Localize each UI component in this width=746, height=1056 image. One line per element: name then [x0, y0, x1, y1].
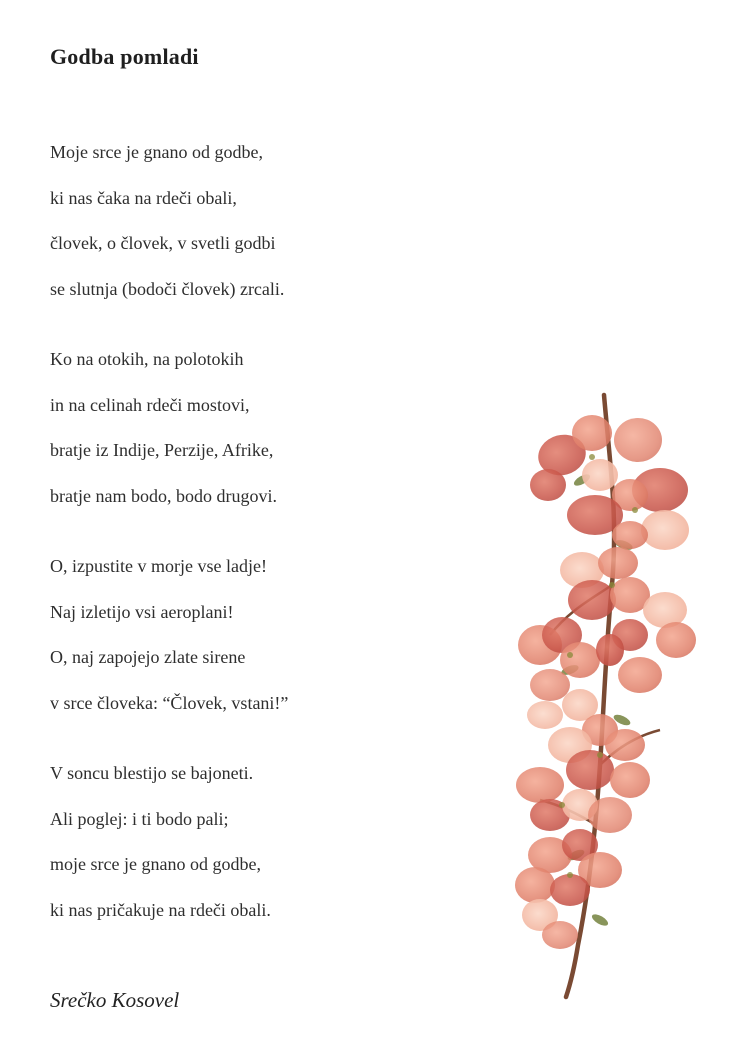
verse-line: v srce človeka: “Človek, vstani!” — [50, 692, 289, 713]
stanza-2 — [50, 337, 520, 519]
verse-line: ki nas pričakuje na rdeči obali. — [50, 899, 271, 920]
verse-line: ki nas čaka na rdeči obali, — [50, 187, 237, 208]
stanza-4 — [50, 751, 520, 933]
verse-line: bratje iz Indije, Perzije, Afrike, — [50, 440, 274, 460]
poem-author: Srečko Kosovel — [50, 988, 180, 1012]
blossom-cluster — [515, 829, 622, 949]
verse-line: Ko na otokih, na polotokih — [50, 349, 244, 369]
blossom-cluster — [530, 415, 689, 550]
poem-body — [50, 130, 520, 958]
verse-line: Ali poglej: i ti bodo pali; — [50, 808, 229, 829]
verse-line: bratje nam bodo, bodo drugovi. — [50, 485, 277, 506]
verse-line: človek, o človek, v svetli godbi — [50, 233, 276, 253]
verse-line: O, naj zapojejo zlate sirene — [50, 647, 246, 667]
verse-line: O, izpustite v morje vse ladje! — [50, 556, 267, 576]
verse-line: se slutnja (bodoči človek) zrcali. — [50, 278, 285, 299]
verse-line: V soncu blestijo se bajoneti. — [50, 763, 254, 783]
verse-line: Moje srce je gnano od godbe, — [50, 142, 263, 162]
stanza-3 — [50, 544, 520, 726]
flowering-branch-illustration — [500, 385, 710, 1005]
verse-line: Naj izletijo vsi aeroplani! — [50, 601, 234, 622]
stanza-1 — [50, 130, 520, 312]
verse-line: in na celinah rdeči mostovi, — [50, 394, 250, 415]
poem-title: Godba pomladi — [50, 44, 199, 69]
blossom-cluster — [516, 714, 650, 833]
verse-line: moje srce je gnano od godbe, — [50, 854, 261, 874]
